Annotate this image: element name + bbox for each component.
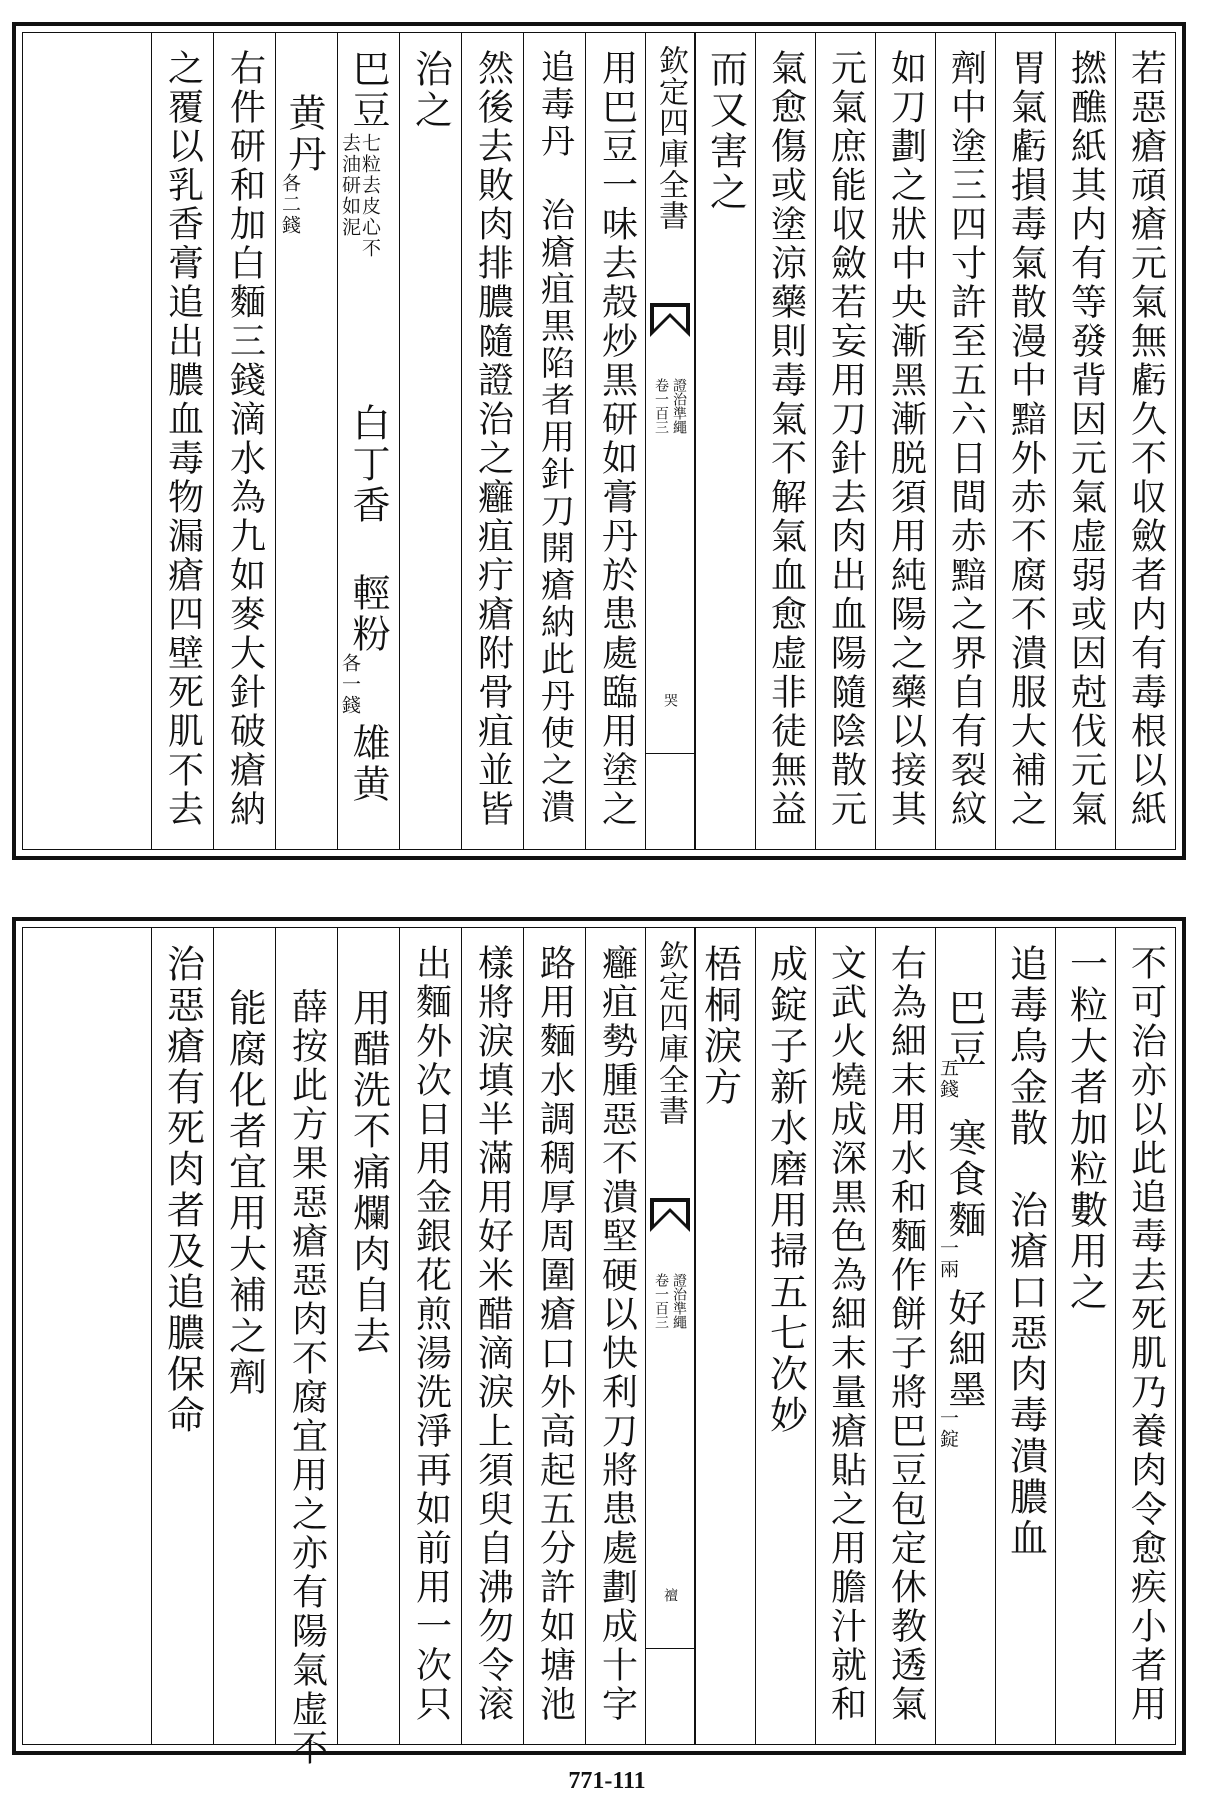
text-column <box>275 928 337 1768</box>
column-text: 一粒大者加粒數用之 <box>1063 944 1108 1313</box>
ingredient-name: 白丁香 <box>346 403 390 526</box>
book-subtitle: 證治準繩 <box>671 378 687 434</box>
volume-label: 卷一百三 <box>653 1273 669 1329</box>
column-text: 劑中塗三四寸許至五六日間赤黯之界自有裂紋 <box>945 49 987 829</box>
column-text: 而又害之 <box>703 49 748 213</box>
gutter-rule <box>646 753 694 754</box>
text-column <box>523 33 585 849</box>
gutter-rule <box>646 1648 694 1649</box>
page-top-frame <box>22 32 1176 850</box>
fish-tail-mark-icon <box>650 1198 690 1232</box>
page-number: 771-111 <box>568 1768 646 1794</box>
column-text: 追毒丹 治瘡疽黒陷者用針刀開瘡納此丹使之潰 <box>534 49 575 826</box>
text-column <box>695 928 755 1744</box>
text-column <box>815 928 875 1744</box>
volume-label: 卷一百三 <box>653 378 669 434</box>
text-column <box>461 33 523 849</box>
column-text: 薛按此方果惡瘡惡肉不腐宜用之亦有陽氣虚不 <box>286 988 328 1768</box>
column-text: 出麵外次日用金銀花煎湯洗淨再如前用一次只 <box>410 944 452 1724</box>
column-text: 氣愈傷或塗涼藥則毒氣不解氣血愈虚非徒無益 <box>765 49 807 829</box>
text-column <box>461 928 523 1744</box>
dosage-note: 七粒去皮心不 <box>359 133 381 259</box>
text-column <box>585 33 647 849</box>
column-text: 追毒烏金散 治瘡口惡肉毒潰膿血 <box>1003 944 1048 1559</box>
dosage-note: 去油研如泥 <box>339 133 361 238</box>
text-column <box>585 928 647 1744</box>
text-column <box>995 33 1055 849</box>
page-bottom <box>12 917 1186 1768</box>
column-text: 然後去敗肉排膿隨證治之癰疽疔瘡附骨疽並皆 <box>472 49 514 829</box>
center-gutter <box>645 33 695 849</box>
dosage-note: 各二錢 <box>279 173 301 236</box>
column-text: 右件研和加白麵三錢滴水為九如麥大針破瘡納 <box>224 49 266 829</box>
fish-tail-mark-icon <box>650 303 690 337</box>
column-text: 若惡瘡頑瘡元氣無虧久不収斂者内有毒根以紙 <box>1125 49 1167 829</box>
column-text: 成錠子新水磨用掃五七次妙 <box>763 944 808 1436</box>
column-text: 元氣庶能収斂若妄用刀針去肉出血陽隨陰散元 <box>825 49 867 829</box>
column-text: 治之 <box>408 49 453 131</box>
leaf-marker: 䄠 <box>662 1588 678 1602</box>
text-column <box>151 928 213 1744</box>
book-title: 欽定四庫全書 <box>653 45 688 231</box>
text-column <box>755 928 815 1744</box>
text-column <box>523 928 585 1744</box>
column-text: 用醋洗不痛爛肉自去 <box>346 988 391 1357</box>
column-text: 之覆以乳香膏追出膿血毒物漏瘡四壁死肌不去 <box>162 49 204 829</box>
text-column <box>151 33 213 849</box>
text-column <box>875 928 935 1744</box>
column-text: 樣將淚填半滿用好米醋滴淚上須臾自沸勿令滚 <box>472 944 514 1724</box>
dosage-note: 五錢 <box>937 1058 959 1100</box>
ingredient-name: 好細墨 <box>942 1288 986 1411</box>
column-text: 如刀劃之狀中央漸黑漸脱須用純陽之藥以接其 <box>885 49 927 829</box>
column-text: 梧桐淚方 <box>697 944 742 1108</box>
text-column <box>755 33 815 849</box>
dosage-note: 一錠 <box>937 1408 959 1450</box>
text-column <box>1055 33 1115 849</box>
ingredient-column <box>337 33 399 849</box>
ingredient-name: 寒食麵 <box>942 1118 986 1241</box>
text-column <box>337 928 399 1744</box>
text-column <box>213 33 275 849</box>
ingredient-column <box>275 33 337 849</box>
column-text: 右為細末用水和麵作餅子將巴豆包定休教透氣 <box>885 944 927 1724</box>
leaf-marker: 哭 <box>662 693 678 707</box>
text-column <box>1115 928 1175 1744</box>
ingredient-column <box>935 928 995 1744</box>
ingredient-name: 巴豆 <box>346 49 390 131</box>
text-column <box>399 928 461 1744</box>
dosage-note: 各一錢 <box>339 653 361 716</box>
column-text: 用巴豆一味去殻炒黒研如膏丹於患處臨用塗之 <box>596 49 638 829</box>
page-bottom-frame <box>22 927 1176 1768</box>
ingredient-name: 黄丹 <box>282 93 326 175</box>
column-text: 治惡瘡有死肉者及追膿保命 <box>160 944 205 1436</box>
text-column <box>213 928 275 1744</box>
text-column <box>399 33 461 849</box>
column-text: 文武火燒成深黒色為細末量瘡貼之用膽汁就和 <box>825 944 867 1724</box>
ingredient-name: 雄黄 <box>346 723 390 805</box>
text-column <box>695 33 755 849</box>
column-text: 能腐化者宜用大補之劑 <box>222 988 267 1398</box>
book-subtitle: 證治準繩 <box>671 1273 687 1329</box>
text-column <box>1115 33 1175 849</box>
text-column <box>995 928 1055 1744</box>
text-column <box>815 33 875 849</box>
page-top <box>12 22 1186 860</box>
center-gutter <box>645 928 695 1744</box>
column-text: 撚醮紙其内有等發背因元氣虚弱或因尅伐元氣 <box>1065 49 1107 829</box>
ingredient-name: 輕粉 <box>346 573 390 655</box>
text-column <box>875 33 935 849</box>
text-column <box>1055 928 1115 1744</box>
column-text: 路用麵水調稠厚周圍瘡口外高起五分許如塘池 <box>534 944 576 1724</box>
column-text: 胃氣虧損毒氣散漫中黯外赤不腐不潰服大補之 <box>1005 49 1047 829</box>
text-column <box>935 33 995 849</box>
ingredient-name: 巴豆 <box>942 988 986 1070</box>
column-text: 不可治亦以此追毒去死肌乃養肉令愈疾小者用 <box>1125 944 1167 1724</box>
dosage-note: 一兩 <box>937 1238 959 1280</box>
book-title: 欽定四庫全書 <box>653 940 688 1126</box>
column-text: 癰疽勢腫惡不潰堅硬以快利刀將患處劃成十字 <box>596 944 638 1724</box>
